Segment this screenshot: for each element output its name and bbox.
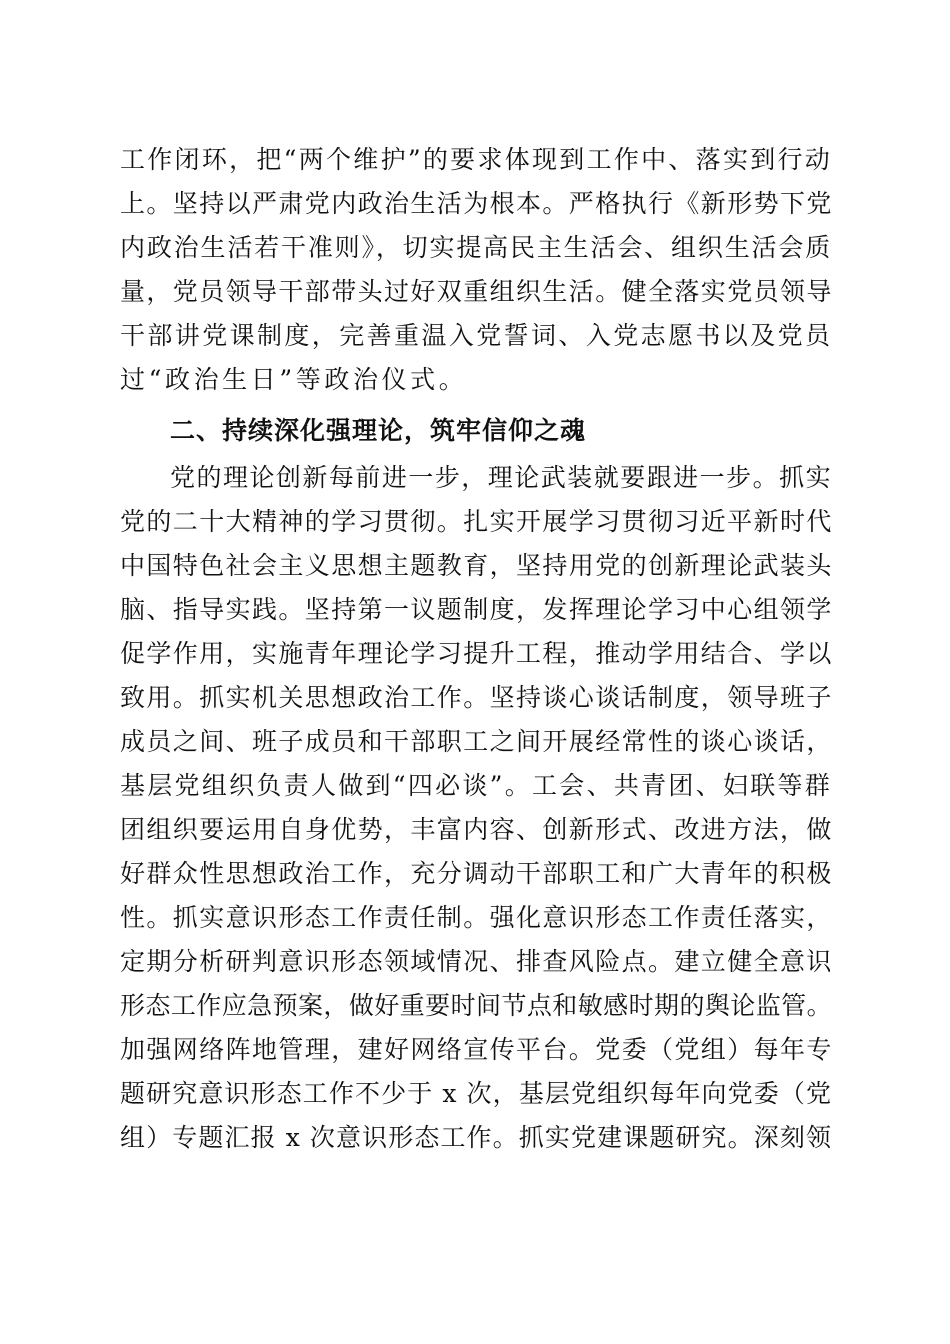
paragraph-line: 基层党组织负责人做到“四必谈”。工会、共青团、妇联等群 (120, 771, 832, 800)
paragraph-line: 定期分析研判意识形态领域情况、排查风险点。建立健全意识 (120, 947, 833, 976)
paragraph-line: 性。抓实意识形态工作责任制。强化意识形态工作责任落实， (120, 903, 833, 932)
paragraph-line: 过“政治生日”等政治仪式。 (120, 365, 468, 394)
paragraph-line: 内政治生活若干准则》，切实提高民主生活会、组织生活会质 (120, 233, 832, 262)
paragraph-line: 题研究意识形态工作不少于 x 次，基层党组织每年向党委（党 (120, 1079, 832, 1108)
paragraph-line: 组）专题汇报 x 次意识形态工作。抓实党建课题研究。深刻领 (120, 1123, 832, 1152)
paragraph-line: 脑、指导实践。坚持第一议题制度，发挥理论学习中心组领学 (120, 595, 833, 624)
paragraph-line: 量，党员领导干部带头过好双重组织生活。健全落实党员领导 (120, 277, 833, 306)
paragraph-line: 成员之间、班子成员和干部职工之间开展经常性的谈心谈话， (120, 727, 833, 756)
paragraph-line: 团组织要运用自身优势，丰富内容、创新形式、改进方法，做 (120, 815, 833, 844)
paragraph-line: 党的理论创新每前进一步，理论武装就要跟进一步。抓实 (170, 463, 832, 492)
paragraph-line: 干部讲党课制度，完善重温入党誓词、入党志愿书以及党员 (120, 321, 833, 350)
paragraph-line: 党的二十大精神的学习贯彻。扎实开展学习贯彻习近平新时代 (120, 507, 833, 536)
paragraph-line: 工作闭环，把“两个维护”的要求体现到工作中、落实到行动 (120, 145, 832, 174)
section-heading: 二、持续深化强理论，筑牢信仰之魂 (170, 416, 587, 445)
paragraph-line: 加强网络阵地管理，建好网络宣传平台。党委（党组）每年专 (120, 1035, 833, 1064)
paragraph-line: 形态工作应急预案，做好重要时间节点和敏感时期的舆论监管。 (120, 991, 832, 1020)
paragraph-line: 致用。抓实机关思想政治工作。坚持谈心谈话制度，领导班子 (120, 683, 833, 712)
paragraph-line: 中国特色社会主义思想主题教育，坚持用党的创新理论武装头 (120, 551, 833, 580)
paragraph-line: 促学作用，实施青年理论学习提升工程，推动学用结合、学以 (120, 639, 833, 668)
paragraph-line: 好群众性思想政治工作，充分调动干部职工和广大青年的积极 (120, 859, 833, 888)
paragraph-line: 上。坚持以严肃党内政治生活为根本。严格执行《新形势下党 (120, 189, 833, 218)
